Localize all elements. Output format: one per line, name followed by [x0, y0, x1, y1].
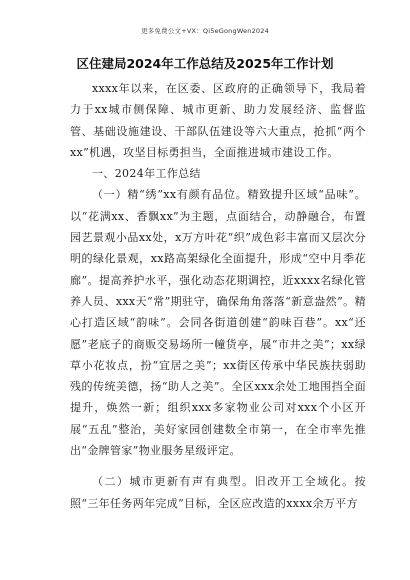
item2-heading: （二）城市更新有声有典型。 [92, 475, 255, 489]
item1-body: 精致提升区域“品味”。以“花满xx、香飘xx”为主题，点面结合，动静融合，布置园艺景观小品xx处，x万方叶花“织”成色彩丰富而又层次分明的绿化景观，xx路高架绿化全面提升，形成“空中月季花廊”。提高养护水平，强化动态花期调控，近xxxx名绿化管养人员、xxx天“常”期驻守，确保角角落落“新意盎然”。精心打造区域“韵味”。会同各街道创建“韵味百巷”。xx“还愿”老底子的商贩交易场所一幢货亭，展“市井之美”；xx绿草小花妆点，扮“宜居之美”；xx街区传承中华民族扶弱助残的传统美德，扬“助人之美”。全区xxx余处工地围挡全面提升，焕然一新；组织xxx多家物业公司对xxx个小区开展“五乱”整治，美好家园创建数全市第一，在全市率先推出“金牌管家”物业服务星级评定。 [70, 188, 366, 458]
header-watermark: 更多免费公文+VX：Qi5eGongWen2024 [141, 27, 269, 35]
item1-paragraph [70, 184, 366, 461]
item2-body: 旧改开工全域化。按照“三年任务两年完成”目标，全区应改造的xxxx余万平方 [70, 475, 366, 510]
document-body [70, 78, 366, 514]
document-title: 区住建局2024年工作总结及2025年工作计划 [76, 56, 334, 71]
item2-paragraph [70, 471, 366, 514]
item1-heading: （一）精“绣”xx有颜有品位。 [92, 188, 248, 202]
intro-paragraph: xxxx年以来，在区委、区政府的正确领导下，我局着力于xx城市侧保障、城市更新、助力发展经济、监督监管、基础设施建设、干部队伍建设等六大重点，抢抓“两个xx”机遇，攻坚目标勇担当，全面推进城市建设工作。 [70, 82, 366, 159]
section-heading: 一、2024年工作总结 [92, 167, 201, 181]
